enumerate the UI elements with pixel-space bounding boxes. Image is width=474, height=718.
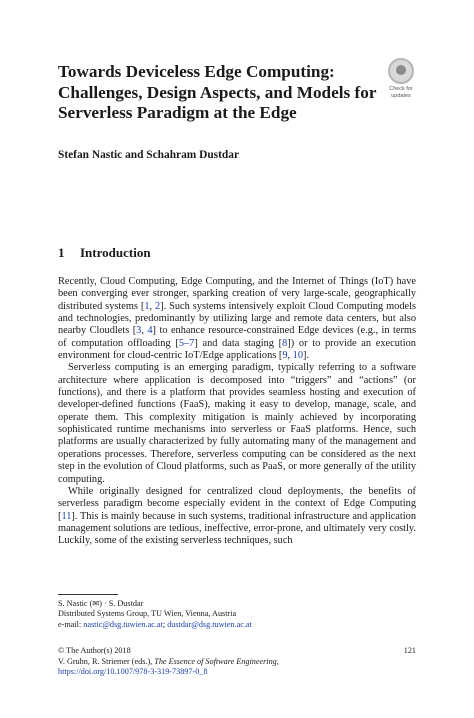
- citation-link[interactable]: 1: [144, 300, 150, 312]
- citation-link[interactable]: 3: [136, 325, 142, 337]
- check-for-updates-badge[interactable]: [381, 58, 421, 99]
- citation-link[interactable]: 8: [282, 337, 288, 349]
- citation-link[interactable]: 11: [61, 510, 72, 522]
- footnote-affiliation: Distributed Systems Group, TU Wien, Vienna, Austria: [58, 609, 237, 619]
- copyright-line: © The Author(s) 2018: [58, 646, 131, 655]
- email-link[interactable]: dustdar@dsg.tuwien.ac.at: [167, 619, 252, 629]
- copyright-block: [58, 646, 416, 678]
- authors: Stefan Nastic and Schahram Dustdar: [58, 149, 239, 161]
- book-title: The Essence of Software Engineering: [154, 656, 277, 666]
- badge-line1: Check for: [389, 86, 413, 92]
- paragraph-2: Serverless computing is an emerging paradigm, typically referring to a software architecture where application is decomposed into “triggers” and “actions” (or functions), and there is a platform that provides seamless hosting and execution of developer-defined functions (FaaS), making it easy to develop, manage, scale, and operate them. This complexity mitigation is mainly achieved by incorporating sophisticated runtime mechanisms into serverless or FaaS platforms. Hence, such platforms are usually characterized by fully automating many of the management and operations processes. Therefore, serverless computing can be considered as the next step in the evolution of Cloud platforms, such as PaaS, or more generally of the utility computing.: [58, 362, 416, 485]
- citation-link[interactable]: 4: [147, 325, 153, 337]
- citation-link[interactable]: 9: [282, 350, 288, 362]
- book-citation: V. Gruhn, R. Striemer (eds.), The Essence of Software Engineering,: [58, 656, 279, 666]
- paragraph-1: Recently, Cloud Computing, Edge Computing, and the Internet of Things (IoT) have been converging ever stronger, sparking creation of very large-scale, geographically distributed systems [1, 2]. Such systems intensively exploit Cloud Computing models and technologies, predominantly by utilizing large and remote data centers, but also nearby Cloudlets [3, 4] to enhance resource-constrained Edge devices (e.g., in terms of computation offloading [5–7] and data staging [8]) or to provide an execution environment for cloud-centric IoT/Edge applications [9, 10].: [58, 276, 416, 362]
- footnote-authors: S. Nastic (✉) · S. Dustdar: [58, 599, 144, 608]
- section-title: Introduction: [80, 245, 151, 260]
- email-link[interactable]: nastic@dsg.tuwien.ac.at: [83, 619, 163, 629]
- check-updates-icon: [388, 58, 414, 84]
- section-number: 1: [58, 245, 65, 260]
- paragraph-3: While originally designed for centralized cloud deployments, the benefits of serverless paradigm become especially evident in the context of Edge Computing [11]. This is mainly because in such systems, traditional infrastructure and application management solutions are tedious, ineffective, error-prone, and ultimately very costly. Luckily, some of the existing serverless techniques, such: [58, 485, 416, 547]
- section-heading: [58, 245, 151, 261]
- footnote-email: e-mail: nastic@dsg.tuwien.ac.at; dustdar@dsg.tuwien.ac.at: [58, 619, 252, 629]
- badge-line2: updates: [391, 92, 411, 99]
- paper-title: Towards Deviceless Edge Computing: Challenges, Design Aspects, and Models for Serverless Paradigm at the Edge: [58, 62, 377, 122]
- body-text: [58, 276, 416, 548]
- citation-link[interactable]: 10: [292, 350, 304, 362]
- citation-link[interactable]: 2: [155, 300, 161, 312]
- doi-link[interactable]: https://doi.org/10.1007/978-3-319-73897-0_8: [58, 667, 208, 677]
- citation-link[interactable]: 5–7: [178, 337, 195, 349]
- author-footnote: [58, 599, 416, 630]
- page-number: 121: [403, 646, 416, 655]
- footnote-rule: [58, 594, 118, 595]
